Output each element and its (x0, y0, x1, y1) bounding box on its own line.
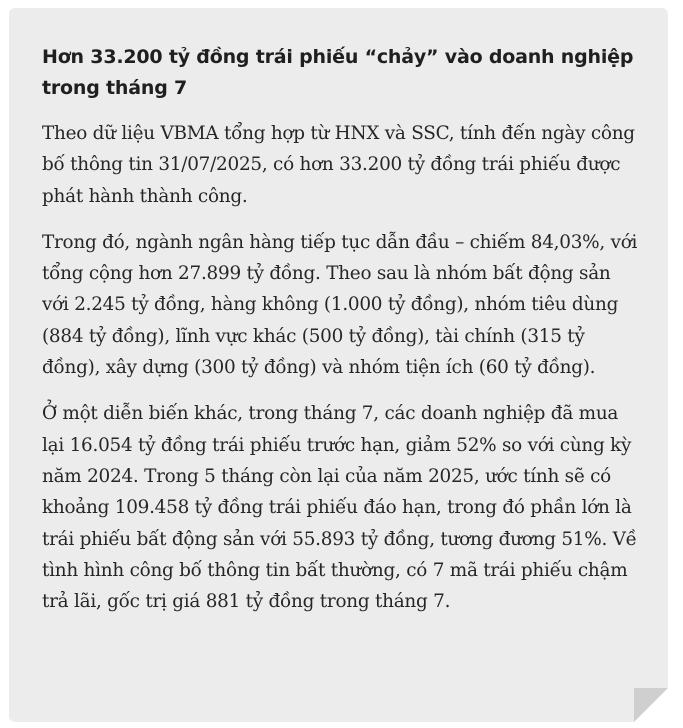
note-paragraph-3: Ở một diễn biến khác, trong tháng 7, các doanh nghiệp đã mua lại 16.054 tỷ đồng trái phiếu trước hạn, giảm 52% so với cùng kỳ năm 2024. Trong 5 tháng còn lại của năm 2025, ước tính sẽ có khoảng 109.458 tỷ đồng trái phiếu đáo hạn, trong đó phần lớn là trái phiếu bất động sản với 55.893 tỷ đồng, tương đương 51%. Về tình hình công bố thông tin bất thường, có 7 mã trái phiếu chậm trả lãi, gốc trị giá 881 tỷ đồng trong tháng 7. (42, 403, 637, 613)
note-box (9, 8, 668, 722)
note-paragraph-1: Theo dữ liệu VBMA tổng hợp từ HNX và SSC, tính đến ngày công bố thông tin 31/07/2025, có hơn 33.200 tỷ đồng trái phiếu được phát hành thành công. (42, 123, 635, 207)
page-fold-corner (634, 688, 668, 722)
note-paragraph-2: Trong đó, ngành ngân hàng tiếp tục dẫn đầu – chiếm 84,03%, với tổng cộng hơn 27.899 tỷ đồng. Theo sau là nhóm bất động sản với 2.245 tỷ đồng, hàng không (1.000 tỷ đồng), nhóm tiêu dùng (884 tỷ đồng), lĩnh vực khác (500 tỷ đồng), tài chính (315 tỷ đồng), xây dựng (300 tỷ đồng) và nhóm tiện ích (60 tỷ đồng). (42, 231, 638, 379)
note-title: Hơn 33.200 tỷ đồng trái phiếu “chảy” vào doanh nghiệp trong tháng 7 (42, 46, 634, 99)
